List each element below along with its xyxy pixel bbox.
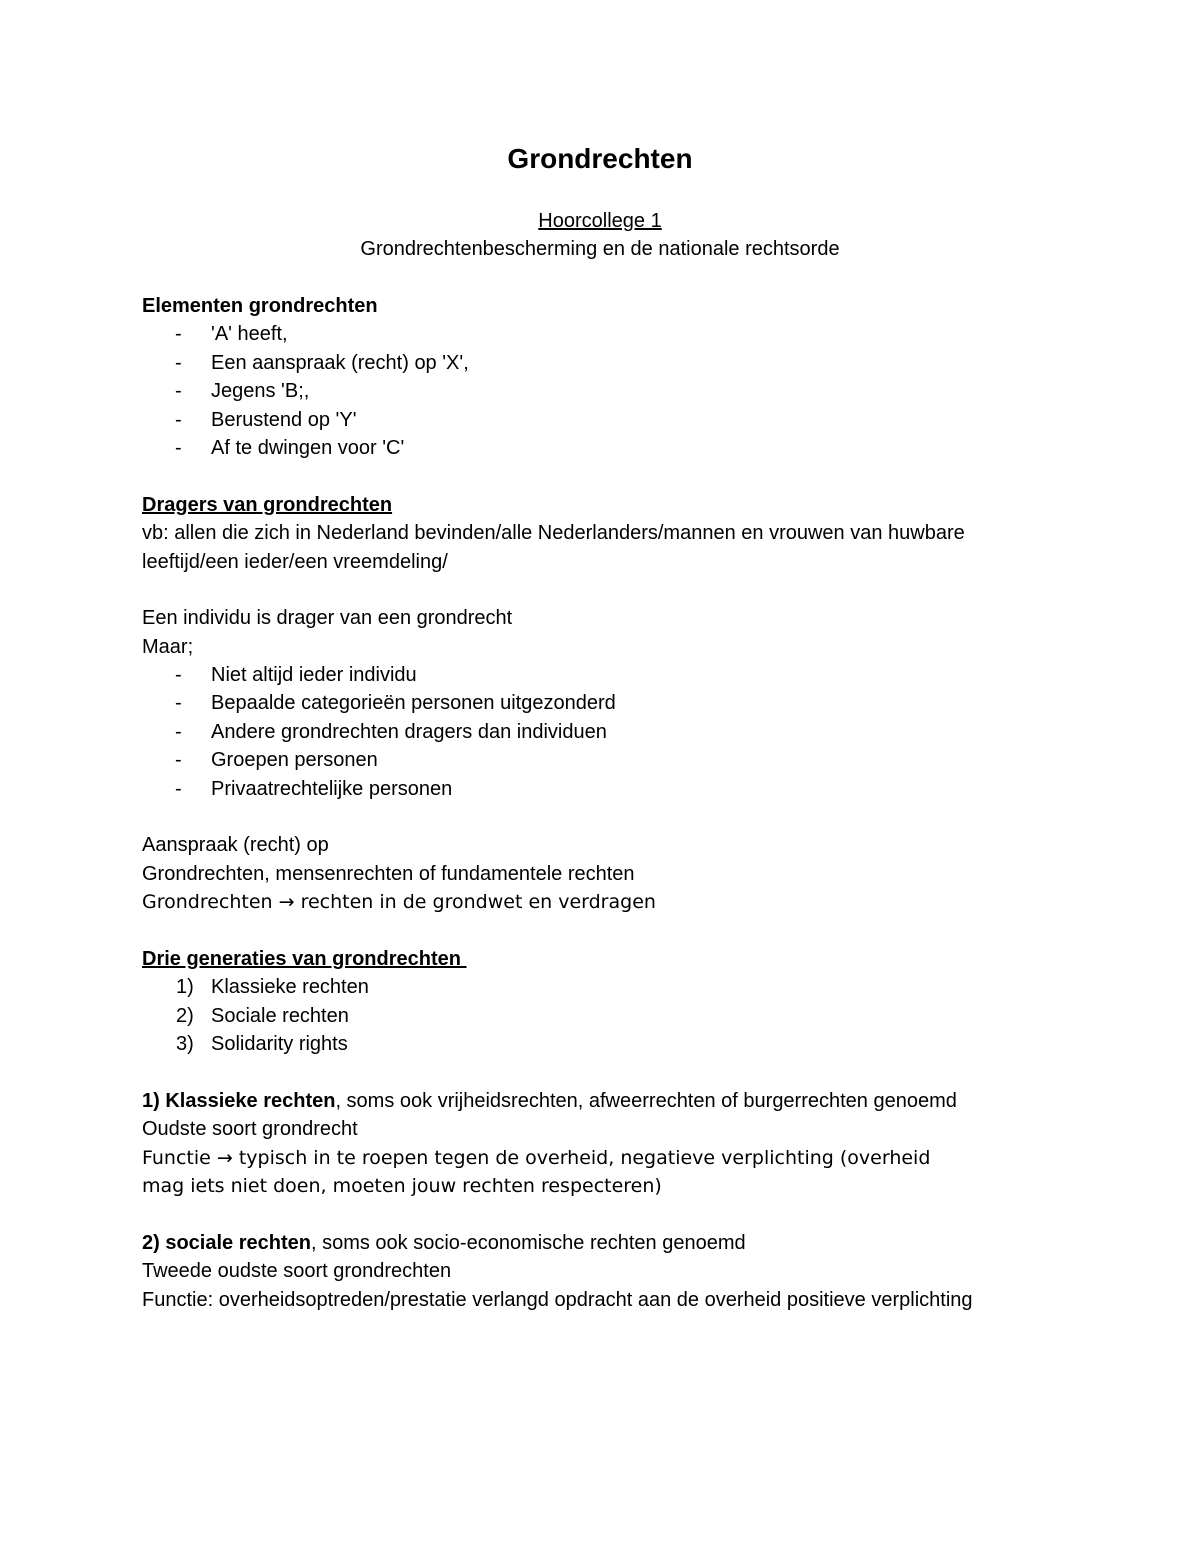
heading-elementen: Elementen grondrechten xyxy=(142,295,378,317)
dragers-example-line-1: vb: allen die zich in Nederland bevinden/alle Nederlanders/mannen en vrouwen van huwbare xyxy=(142,522,965,545)
klassiek-heading-line xyxy=(142,1087,1102,1115)
sociaal-heading-rest: , soms ook socio-economische rechten genoemd xyxy=(310,1231,746,1254)
spacer xyxy=(142,803,1102,831)
list-item: 2) Sociale rechten xyxy=(142,1002,1102,1030)
list-item: - Een aanspraak (recht) op 'X', xyxy=(142,349,1102,377)
sociaal-line-3: Functie: overheidsoptreden/prestatie verlangd opdracht aan de overheid positieve verplichting xyxy=(142,1288,973,1311)
number-marker: 2) xyxy=(176,1004,194,1027)
dash-marker: - xyxy=(175,408,182,431)
dash-marker: - xyxy=(175,323,182,346)
lecture-title: Hoorcollege 1 xyxy=(538,210,662,232)
list-item: - Privaatrechtelijke personen xyxy=(142,775,1102,803)
klassiek-line-4: mag iets niet doen, moeten jouw rechten respecteren) xyxy=(142,1175,662,1198)
aanspraak-line-2: Grondrechten, mensenrechten of fundamentele rechten xyxy=(142,862,635,885)
number-marker: 1) xyxy=(176,976,194,999)
elementen-list xyxy=(142,320,1102,462)
klassiek-heading-rest: , soms ook vrijheidsrechten, afweerrechten of burgerrechten genoemd xyxy=(335,1089,957,1112)
lecture-subtitle: Grondrechtenbescherming en de nationale rechtsorde xyxy=(360,238,840,260)
klassiek-heading: 1) Klassieke rechten xyxy=(142,1089,336,1112)
list-item: - Niet altijd ieder individu xyxy=(142,661,1102,689)
list-item: - 'A' heeft, xyxy=(142,320,1102,348)
dash-marker: - xyxy=(175,351,182,374)
dragers-but: Maar; xyxy=(142,635,194,658)
sociaal-heading: 2) sociale rechten xyxy=(142,1231,311,1254)
spacer xyxy=(142,462,1102,490)
document-title: Grondrechten xyxy=(507,143,693,174)
aanspraak-line-1: Aanspraak (recht) op xyxy=(142,834,329,857)
number-marker: 3) xyxy=(176,1033,194,1056)
list-item: - Berustend op 'Y' xyxy=(142,406,1102,434)
sociaal-line-2: Tweede oudste soort grondrechten xyxy=(142,1260,452,1283)
list-item: - Jegens 'B;, xyxy=(142,377,1102,405)
sociaal-heading-line xyxy=(142,1229,1102,1257)
heading-dragers: Dragers van grondrechten xyxy=(142,493,393,516)
generaties-list xyxy=(142,973,1102,1058)
dash-marker: - xyxy=(175,692,182,715)
dragers-example-line-2: leeftijd/een ieder/een vreemdeling/ xyxy=(142,550,448,573)
heading-generaties: Drie generaties van grondrechten xyxy=(142,947,467,970)
spacer xyxy=(142,1059,1102,1087)
spacer xyxy=(142,1201,1102,1229)
klassiek-line-2: Oudste soort grondrecht xyxy=(142,1118,358,1141)
list-item: - Andere grondrechten dragers dan individuen xyxy=(142,718,1102,746)
dash-marker: - xyxy=(175,777,182,800)
dash-marker: - xyxy=(175,380,182,403)
klassiek-line-3: Functie → typisch in te roepen tegen de overheid, negatieve verplichting (overheid xyxy=(142,1146,931,1169)
document-body xyxy=(142,292,1102,1314)
dash-marker: - xyxy=(175,664,182,687)
dash-marker: - xyxy=(175,720,182,743)
list-item: 3) Solidarity rights xyxy=(142,1030,1102,1058)
list-item: - Groepen personen xyxy=(142,746,1102,774)
list-item: 1) Klassieke rechten xyxy=(142,973,1102,1001)
spacer xyxy=(142,576,1102,604)
spacer xyxy=(142,917,1102,945)
dragers-list xyxy=(142,661,1102,803)
dragers-statement: Een individu is drager van een grondrecht xyxy=(142,607,513,630)
dash-marker: - xyxy=(175,749,182,772)
list-item: - Af te dwingen voor 'C' xyxy=(142,434,1102,462)
dash-marker: - xyxy=(175,436,182,459)
list-item: - Bepaalde categorieën personen uitgezonderd xyxy=(142,689,1102,717)
aanspraak-line-3: Grondrechten → rechten in de grondwet en verdragen xyxy=(142,891,656,914)
